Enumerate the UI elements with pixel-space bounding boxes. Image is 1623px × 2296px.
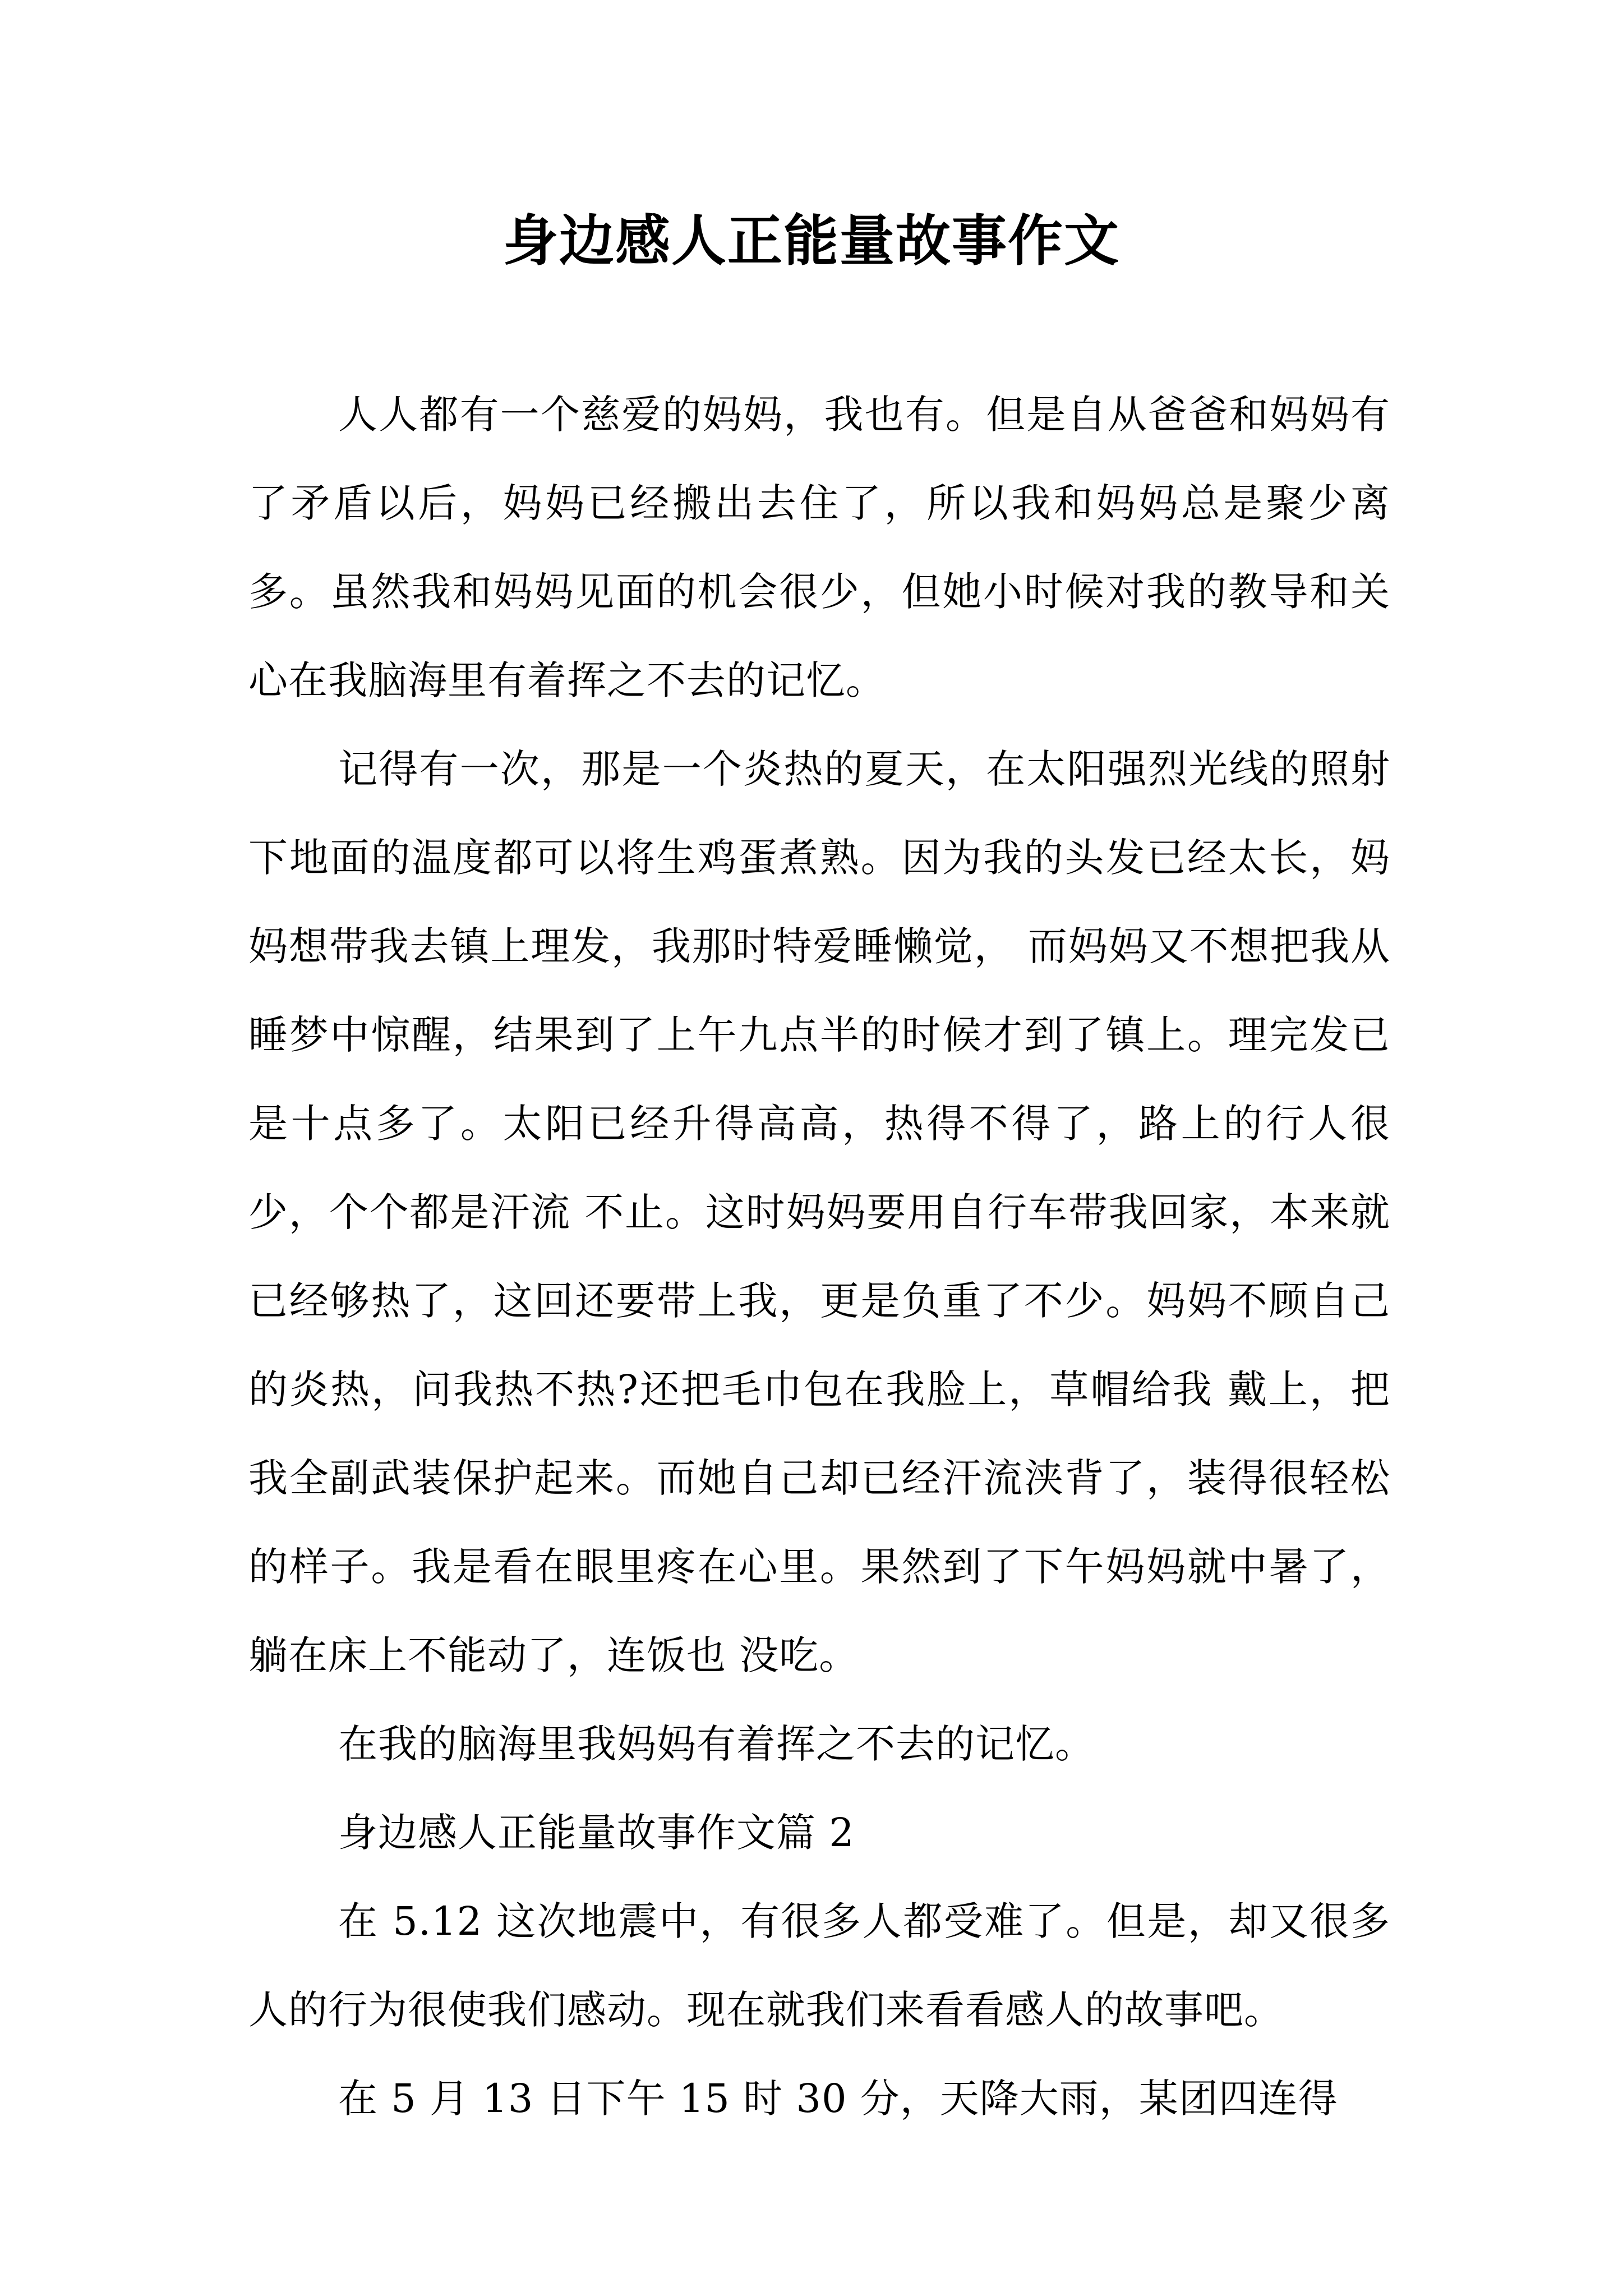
paragraph: 记得有一次，那是一个炎热的夏天，在太阳强烈光线的照射下地面的温度都可以将生鸡蛋煮熟。因为我的头发已经太长，妈妈想带我去镇上理发，我那时特爱睡懒觉， 而妈妈又不想把我从睡梦中惊醒，结果到了上午九点半的时候才到了镇上。理完发已是十点多了。太阳已经升得高高，热得不得了，路上的行人很少，个个都是汗流 不止。这时妈妈要用自行车带我回家，本来就已经够热了，这回还要带上我，更是负重了不少。妈妈不顾自己的炎热，问我热不热?还把毛巾包在我脸上，草帽给我 戴上，把我全副武装保护起来。而她自己却已经汗流浃背了，装得很轻松的样子。我是看在眼里疼在心里。果然到了下午妈妈就中暑了，躺在床上不能动了，连饭也 没吃。 — [248, 746, 1390, 1678]
paragraph: 在 5 月 13 日下午 15 时 30 分，天降大雨，某团四连得 — [338, 2076, 1338, 2122]
document-body — [248, 370, 1390, 2143]
document-title: 身边感人正能量故事作文 — [502, 209, 1120, 273]
section-heading: 身边感人正能量故事作文篇 2 — [338, 1810, 855, 1856]
paragraph: 在我的脑海里我妈妈有着挥之不去的记忆。 — [338, 1721, 1095, 1767]
paragraph: 在 5.12 这次地震中，有很多人都受难了。但是，却又很多人的行为很使我们感动。现在就我们来看看感人的故事吧。 — [248, 1898, 1390, 2033]
paragraph: 人人都有一个慈爱的妈妈，我也有。但是自从爸爸和妈妈有了矛盾以后，妈妈已经搬出去住了，所以我和妈妈总是聚少离多。虽然我和妈妈见面的机会很少，但她小时候对我的教导和关心在我脑海里有着挥之不去的记忆。 — [248, 392, 1390, 703]
